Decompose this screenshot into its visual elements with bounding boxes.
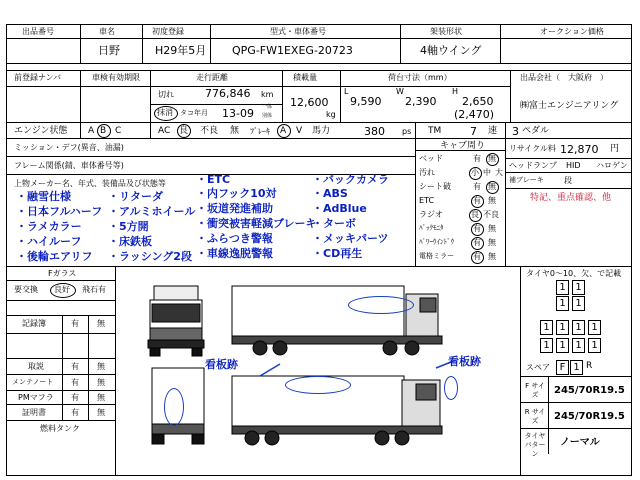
rule [6,156,416,157]
spare-rear-label: R [586,361,593,371]
rule [6,390,115,391]
rule [6,122,632,123]
cab-opt: 無 [488,252,496,261]
tm-speeds: 7 [470,125,477,138]
equipment-item: ・内フック10対 [196,187,277,200]
cab-label-mirror: 電格ミラー [419,252,454,260]
equipment-item: ・リターダ [108,190,163,203]
rule [6,333,115,334]
label-aux-brake: 補ブレーキ [509,176,544,184]
equipment-item: ・ハイルーフ [16,235,82,248]
cab-label-dirt: 汚れ [419,168,435,177]
rule [6,374,115,375]
cab-opt: 有 [473,238,481,247]
mark-oval-bottom [285,376,351,394]
label-length: L [344,87,349,96]
record-label: 取説 [28,362,44,371]
equipment-item: ・床鉄板 [108,235,152,248]
brake-a: A [280,126,287,136]
cab-opt: 不良 [483,210,499,219]
rule [6,63,632,64]
mileage-unit: km [261,90,274,99]
cab-label-power-window: ﾊﾟﾜｰｳｲﾝﾄﾞｳ [419,238,454,246]
tire-box: 1 [588,320,601,335]
record-label: 記録簿 [22,319,46,328]
label-mission-diff: ミッション・デフ(異音、油漏) [14,143,124,152]
rule [80,24,81,63]
rule [80,70,81,122]
pedal-count: 3 [512,125,519,138]
cab-opt: 小 [471,168,479,177]
label-prev-plate: 前登録ナンバ [14,73,62,82]
label-body-type: 架装形状 [430,27,462,36]
record-opt-yes: 有 [71,393,79,402]
record-label: PMマフラ [18,393,54,402]
ac-none: 無 [230,126,240,136]
kanban-mark-1: 看板跡 [205,358,238,371]
label-inspection-expiry: 車検有効期限 [92,73,140,82]
record-opt-yes: 有 [71,362,79,371]
aux-brake-stage: 段 [564,176,572,185]
cab-opt: 有 [473,252,481,261]
equipment-item: ・ターボ [312,217,356,230]
cab-opt: 無 [488,182,496,191]
cab-opt: 無 [488,196,496,205]
kanban-mark-2: 看板跡 [448,355,481,368]
rule [142,24,143,63]
label-width: W [396,87,404,96]
cab-opt: 有 [473,154,481,163]
record-opt-no: 無 [97,378,105,387]
tire-box: 1 [556,296,569,311]
rule [520,428,632,429]
load-unit: kg [326,110,336,119]
rule [520,376,632,377]
body-type: 4軸ウイング [420,44,482,57]
label-massho: 抹消 [157,108,173,117]
label-kire: 切れ [158,90,174,99]
spare-front-value: 1 [570,360,583,375]
rule [340,70,341,122]
label-tm: TM [428,126,442,136]
rule [505,172,632,173]
equipment-item: ・車線逸脱警報 [196,247,273,260]
label-frame: フレーム関係(錆、車体番号等) [14,161,124,170]
label-seller: 出品会社（ 大阪府 ） [520,73,608,82]
load-value: 12,600 [290,96,329,109]
rule [400,24,401,63]
rule [6,358,115,359]
record-label-fuel-tank: 燃料タンク [40,424,80,433]
rule [6,300,115,301]
label-integrated: 一体 [262,104,273,110]
rule [505,188,632,189]
equipment-item: ・ラメカラー [16,220,82,233]
cab-label-etc: ETC [419,196,435,205]
cab-label-bed: ベッド [419,154,443,163]
rule [548,376,549,454]
rule [415,138,416,266]
equipment-item: ・ふらつき警報 [196,232,273,245]
record-opt-no: 無 [97,408,105,417]
equipment-item: ・バックカメラ [312,173,389,186]
tire-box: 1 [572,280,585,295]
record-label: 証明書 [22,408,46,417]
label-height: H [452,87,459,96]
label-lot-number: 出品番号 [22,27,54,36]
label-car-name: 車名 [99,27,115,36]
rule [6,138,632,139]
rule [6,70,632,71]
rule [62,315,63,420]
tire-box: 1 [588,338,601,353]
first-registration: H29年5月 [155,44,207,57]
front-tire-size: 245/70R19.5 [554,385,625,396]
truck-front-view [148,286,204,356]
taco-value: 13-09 [222,107,254,120]
tire-box: 1 [556,338,569,353]
rule [150,122,151,138]
cab-opt: 中 [483,168,491,177]
cab-opt: 大 [495,168,503,177]
label-headlamp: ヘッドランプ [509,161,557,170]
mark-oval-rear [164,388,184,426]
tire-box: 1 [556,280,569,295]
horsepower-value: 380 [364,125,385,138]
spare-front-box: F [556,360,569,375]
equipment-item: ・5方開 [108,220,149,233]
tire-pattern: ノーマル [560,437,600,448]
record-opt-no: 無 [97,362,105,371]
label-ac: AC [158,126,171,136]
glass-good: 良好 [54,285,70,294]
rule [510,70,511,122]
record-opt-no: 無 [97,393,105,402]
label-mileage: 走行距離 [196,73,228,82]
equipment-item: ・アルミホイール [108,205,196,218]
record-label: メンテノート [12,378,54,386]
engine-grade-c: C [115,126,122,136]
rule [115,266,116,476]
rule [6,266,632,267]
rule [6,38,632,39]
bed-length: 9,590 [350,95,382,108]
label-horsepower: 馬力 [312,126,331,136]
rule [500,24,501,63]
equipment-item: ・AdBlue [312,202,367,215]
ac-bad: 不良 [200,126,219,136]
tire-box: 1 [572,296,585,311]
recycle-fee: 12,870 [560,143,599,156]
rear-tire-size: 245/70R19.5 [554,411,625,422]
tire-box: 1 [540,338,553,353]
cab-opt: 良 [471,210,479,219]
record-opt-no: 無 [97,319,105,328]
equipment-item: ・日本フルハーフ [16,205,103,218]
engine-grade-b: B [100,126,107,136]
label-front-size: F サイズ [525,382,545,399]
label-brake: ﾌﾞﾚｰｷ [250,127,270,136]
mileage-value: 776,846 [205,87,251,100]
cab-opt: 有 [473,196,481,205]
record-opt-yes: 有 [71,378,79,387]
label-rear-size: R サイズ [524,408,546,425]
mark-oval-top [348,296,414,314]
cab-label-seat: シート破 [419,182,451,191]
equipment-item: ・ETC [196,173,231,186]
equipment-item: ・メッキパーツ [312,232,389,245]
recycle-unit: 円 [610,144,620,154]
special-notes-label: 特記、重点確認、他 [530,193,612,203]
label-equipment-header: 上物メーカー名、年式、装備品及び状態等 [14,179,166,188]
rule [6,280,115,281]
equipment-item: ・CD再生 [312,247,363,260]
label-recycle: リサイクル料 [509,144,556,153]
arrow-kanban-1 [260,364,280,376]
label-spare: スペア [526,363,550,372]
cab-opt: 有 [473,224,481,233]
tire-box: 1 [540,320,553,335]
rule [6,315,115,316]
equipment-item: ・ラッシング2段 [108,250,192,263]
cab-label-back-monitor: ﾊﾞｯｸﾓﾆﾀ [419,224,444,232]
label-bed-dimensions: 荷台寸法（mm） [388,73,452,82]
cab-title: キャブ周り [440,141,486,151]
rule [520,402,632,403]
rule [282,70,283,122]
tire-box: 1 [572,338,585,353]
seller-name: ㈱富士エンジニアリング [520,101,619,111]
equipment-item: ・後輪エアリフ [16,250,93,263]
rule [210,24,211,63]
rule [6,86,511,87]
rule [415,122,416,138]
label-model-chassis: 型式・車体番号 [270,27,326,36]
glass-chip: 飛石有 [82,285,106,294]
bed-height-inner: (2,470) [454,108,495,121]
glass-exchange: 要交換 [14,285,38,294]
label-separate: 別体 [262,113,273,119]
headlamp-halogen: ハロゲン [596,161,628,170]
record-opt-yes: 有 [71,319,79,328]
engine-grade-a: A [88,126,95,136]
label-load-capacity: 積載量 [293,73,317,82]
mark-oval-cab [444,376,458,400]
rule [88,315,89,420]
rule [150,70,151,122]
cab-label-radio: ラジオ [419,210,443,219]
equipment-item: ・衝突被害軽減ブレーキ [196,217,317,230]
equipment-item: ・坂道発進補助 [196,202,273,215]
pedal-unit: ペダル [522,126,550,136]
label-engine: エンジン状態 [14,126,68,136]
cab-opt: 無 [488,224,496,233]
record-opt-yes: 有 [71,408,79,417]
rule [505,158,632,159]
label-taco: タコ年月 [180,109,208,117]
label-windshield: Fガラス [48,269,77,278]
ac-good: 良 [179,126,189,136]
equipment-item: ・融雪仕様 [16,190,71,203]
rule [520,266,521,476]
label-auction-price: オークション価格 [540,27,604,36]
car-name: 日野 [98,44,120,57]
label-first-reg: 初度登録 [152,27,184,36]
bed-height: 2,650 [462,95,494,108]
cab-opt: 有 [473,182,481,191]
cab-opt: 無 [488,238,496,247]
cab-opt: 無 [488,154,496,163]
equipment-item: ・ABS [312,187,348,200]
rule [6,404,115,405]
tire-title: タイヤ0～10、欠、で記載 [526,269,622,278]
model-chassis-number: QPG-FW1EXEG-20723 [232,44,353,57]
label-tire-pattern: タイヤ パターン [524,432,546,458]
tm-speed-unit: 速 [488,126,498,136]
truck-diagram [120,268,518,474]
tire-box: 1 [556,320,569,335]
truck-side-view-right [232,286,442,355]
headlamp-hid: HID [566,161,581,170]
rule [80,122,81,138]
horsepower-unit: ps [402,127,412,136]
rule [505,122,506,138]
rule [6,420,115,421]
bed-width: 2,390 [405,95,437,108]
tire-box: 1 [572,320,585,335]
brake-v: V [296,126,303,136]
